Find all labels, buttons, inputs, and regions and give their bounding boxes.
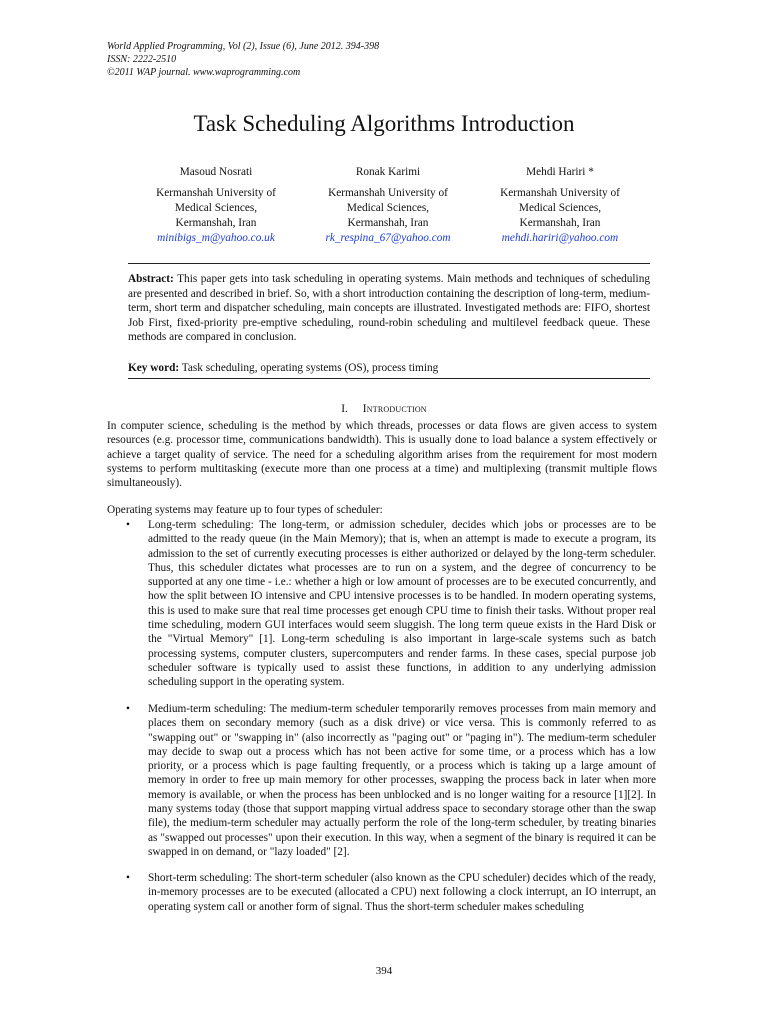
abstract-text: This paper gets into task scheduling in operating systems. Main methods and techniques of scheduling are presented and described in brief. So, with a short introduction containing the description of long-term, medium-term, short term and dispatcher scheduling, main concepts are illustrated. Investigated methods are: FIFO, shortest Job First, fixed-priority pre-emptive scheduling, round-robin scheduling and multilevel feedback queue. These methods are compared in conclusion. (128, 273, 650, 343)
author-email-link[interactable]: mehdi.hariri@yahoo.com (501, 232, 619, 244)
journal-copyright: ©2011 WAP journal. www.waprogramming.com (107, 67, 301, 78)
section-number: I. (341, 403, 348, 415)
bullet-marker: • (126, 519, 130, 531)
keywords (128, 361, 650, 375)
author-affiliation-line: Kermanshah University of (156, 187, 276, 199)
author-email-link[interactable]: minibigs_m@yahoo.co.uk (157, 232, 275, 244)
journal-issn: ISSN: 2222-2510 (107, 54, 177, 65)
abstract (128, 272, 650, 345)
author-affiliation-line: Kermanshah, Iran (347, 217, 429, 229)
intro-paragraph: In computer science, scheduling is the method by which threads, processes or data flows are given access to system resources (e.g. processor time, communications bandwidth). This is usually done to load balance a system effectively or achieve a target quality of service. The need for a scheduling algorithm arises from the requirement for most modern systems to perform multitasking (execute more than one process at a time) and multiplexing (transmit multiple flows simultaneously). (107, 420, 657, 490)
scheduler-types-intro: Operating systems may feature up to four types of scheduler: (107, 504, 383, 516)
author-3 (465, 165, 655, 246)
abstract-bottom-rule (128, 378, 650, 379)
section-heading (0, 402, 768, 416)
author-affiliation-line: Medical Sciences, (174, 202, 258, 214)
paper-title: Task Scheduling Algorithms Introduction (193, 111, 575, 136)
list-item-short-term: Short-term scheduling: The short-term scheduler (also known as the CPU scheduler) decides which of the ready, in-memory processes are to be executed (allocated a CPU) next following a clock interrupt, an IO interrupt, an operating system call or another form of signal. Thus the short-term scheduler makes scheduling (148, 872, 656, 913)
author-affiliation-line: Medical Sciences, (518, 202, 602, 214)
author-email-link[interactable]: rk_respina_67@yahoo.com (325, 232, 451, 244)
page-number: 394 (375, 965, 393, 977)
author-name: Masoud Nosrati (179, 166, 253, 178)
keywords-text: Task scheduling, operating systems (OS), process timing (181, 362, 439, 374)
author-affiliation-line: Kermanshah, Iran (175, 217, 257, 229)
author-affiliation-line: Kermanshah University of (500, 187, 620, 199)
abstract-top-rule (128, 263, 650, 264)
author-affiliation-line: Kermanshah University of (328, 187, 448, 199)
journal-header (107, 40, 379, 79)
list-item-long-term: Long-term scheduling: The long-term, or admission scheduler, decides which jobs or processes are to be admitted to the ready queue (in the Main Memory); that is, when an attempt is made to execute a program, its admission to the set of currently executing processes is either authorized or delayed by the long-term scheduler. Thus, this scheduler dictates what processes are to run on a system, and the degree of concurrency to be supported at any one time - i.e.: whether a high or low amount of processes are to be executed concurrently, and how the split between IO intensive and CPU intensive processes is to be handled. In modern operating systems, this is used to make sure that real time processes get enough CPU time to finish their tasks. Without proper real time scheduling, modern GUI interfaces would seem sluggish. The long term queue exists in the Hard Disk or the "Virtual Memory" [1]. Long-term scheduling is also important in large-scale systems such as batch processing systems, computer clusters, supercomputers and render farms. In these cases, special purpose job scheduler software is typically used to assist these functions, in addition to any underlying admission scheduling support in the operating system. (148, 519, 656, 689)
keywords-label: Key word: (128, 362, 180, 374)
journal-citation: World Applied Programming, Vol (2), Issue (6), June 2012. 394-398 (107, 41, 380, 52)
author-1 (121, 165, 311, 246)
abstract-label: Abstract: (128, 273, 174, 285)
author-name: Mehdi Hariri * (526, 166, 594, 178)
section-title: Introduction (362, 403, 427, 415)
author-name: Ronak Karimi (355, 166, 421, 178)
author-2 (293, 165, 483, 246)
bullet-marker: • (126, 872, 130, 884)
bullet-marker: • (126, 703, 130, 715)
list-item-medium-term: Medium-term scheduling: The medium-term scheduler temporarily removes processes from main memory and places them on secondary memory (such as a disk drive) or vice versa. This is commonly referred to as "swapping out" or "swapping in" (also incorrectly as "paging out" or "paging in"). The medium-term scheduler may decide to swap out a process which has not been active for some time, or a process which has a low priority, or a process which is page faulting frequently, or a process which is taking up a large amount of memory in order to free up main memory for other processes, swapping the process back in later when more memory is available, or when the process has been unblocked and is no longer waiting for a resource [1][2]. In many systems today (those that support mapping virtual address space to secondary storage other than the swap file), the medium-term scheduler may actually perform the role of the long-term scheduler, by treating binaries as "swapped out processes" upon their execution. In this way, when a segment of the binary is required it can be swapped in on demand, or "lazy loaded" [2]. (148, 703, 656, 858)
author-affiliation-line: Kermanshah, Iran (519, 217, 601, 229)
author-affiliation-line: Medical Sciences, (346, 202, 430, 214)
